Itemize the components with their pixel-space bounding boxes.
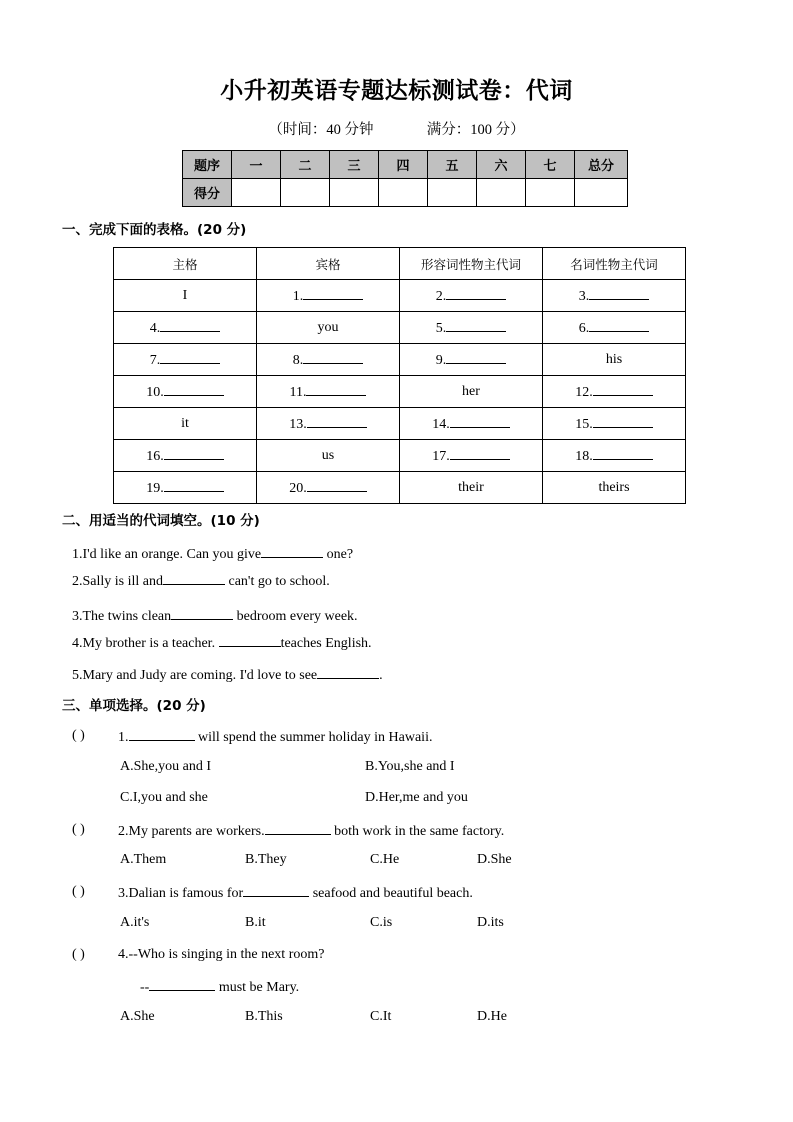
question-text: 1.I'd like an orange. Can you give — [72, 547, 262, 562]
score-summary-table — [182, 150, 628, 207]
answer-blank[interactable] — [265, 822, 331, 835]
score-cell-total[interactable] — [575, 179, 628, 207]
answer-blank[interactable] — [164, 479, 224, 492]
mc-option[interactable]: A.She,you and I — [120, 759, 211, 774]
pronoun-blank-cell[interactable] — [400, 440, 543, 472]
blank-number: 14. — [432, 416, 450, 432]
answer-blank[interactable] — [171, 607, 233, 620]
pronoun-table-header-3: 名词性物主代词 — [543, 248, 686, 280]
blank-number: 1. — [292, 288, 304, 304]
mc-option[interactable]: C.It — [370, 1009, 392, 1024]
score-table-col-2: 三 — [330, 151, 379, 179]
answer-blank[interactable] — [446, 287, 506, 300]
answer-blank[interactable] — [307, 415, 367, 428]
blank-number: 18. — [575, 448, 593, 464]
exam-time: （时间：40 分钟 — [268, 122, 374, 138]
mc-option[interactable]: D.its — [477, 915, 504, 930]
score-table-col-6: 七 — [526, 151, 575, 179]
score-table-col-1: 二 — [281, 151, 330, 179]
answer-parenthesis[interactable]: ( ) — [72, 822, 85, 837]
answer-parenthesis[interactable]: ( ) — [72, 884, 85, 899]
score-cell-5[interactable] — [477, 179, 526, 207]
table-row — [114, 344, 686, 376]
answer-blank[interactable] — [149, 978, 215, 991]
pronoun-value-cell: it — [114, 408, 257, 440]
score-table-col-5: 六 — [477, 151, 526, 179]
answer-blank[interactable] — [593, 415, 653, 428]
answer-blank[interactable] — [593, 447, 653, 460]
pronoun-table-body — [114, 280, 686, 504]
answer-blank[interactable] — [593, 383, 653, 396]
answer-blank[interactable] — [306, 383, 366, 396]
answer-blank[interactable] — [261, 545, 323, 558]
answer-parenthesis[interactable]: ( ) — [72, 947, 85, 962]
question-text: 3.Dalian is famous for — [118, 886, 244, 901]
blank-number: 16. — [146, 448, 164, 464]
blank-number: 6. — [578, 320, 590, 336]
mc-option[interactable]: B.They — [245, 852, 287, 867]
pronoun-value-cell: us — [257, 440, 400, 472]
section-heading-3: 三、单项选择。(20 分) — [62, 698, 206, 714]
question-text-tail: bedroom every week. — [233, 609, 358, 624]
pronoun-table-header-row — [114, 248, 686, 280]
answer-blank[interactable] — [219, 634, 281, 647]
fill-blank-question — [72, 545, 353, 563]
fill-blank-question — [72, 634, 372, 652]
table-row — [114, 376, 686, 408]
blank-number: 19. — [146, 480, 164, 496]
question-text-tail: teaches English. — [280, 636, 372, 651]
pronoun-blank-cell[interactable] — [400, 280, 543, 312]
question-text: 1. — [118, 730, 129, 745]
question-text-tail: must be Mary. — [215, 980, 300, 995]
pronoun-value-cell: their — [400, 472, 543, 504]
score-table-col-total: 总分 — [575, 151, 628, 179]
answer-blank[interactable] — [164, 447, 224, 460]
blank-number: 5. — [435, 320, 447, 336]
question-text: -- — [140, 980, 150, 995]
answer-blank[interactable] — [446, 319, 506, 332]
pronoun-table-header-0: 主格 — [114, 248, 257, 280]
blank-number: 15. — [575, 416, 593, 432]
question-text-tail: both work in the same factory. — [330, 824, 505, 839]
mc-option[interactable]: A.it's — [120, 915, 150, 930]
question-text-tail: . — [379, 668, 383, 683]
exam-info — [0, 118, 793, 139]
mc-option[interactable]: B.it — [245, 915, 266, 930]
pronoun-blank-cell[interactable] — [400, 408, 543, 440]
pronoun-blank-cell[interactable] — [543, 312, 686, 344]
pronoun-blank-cell[interactable] — [257, 376, 400, 408]
answer-blank[interactable] — [164, 383, 224, 396]
answer-blank[interactable] — [446, 351, 506, 364]
section-heading-2: 二、用适当的代词填空。(10 分) — [62, 513, 260, 529]
mc-option[interactable]: A.She — [120, 1009, 155, 1024]
pronoun-value-cell: her — [400, 376, 543, 408]
question-text: 5.Mary and Judy are coming. I'd love to see — [72, 668, 318, 683]
blank-number: 2. — [435, 288, 447, 304]
score-table-row-label-0: 题序 — [183, 151, 232, 179]
score-table-col-4: 五 — [428, 151, 477, 179]
question-text: 3.The twins clean — [72, 609, 172, 624]
blank-number: 4. — [149, 320, 161, 336]
pronoun-blank-cell[interactable] — [257, 472, 400, 504]
pronoun-blank-cell[interactable] — [114, 344, 257, 376]
mc-option[interactable]: D.He — [477, 1009, 507, 1024]
fill-blank-question — [72, 572, 330, 590]
table-row — [114, 312, 686, 344]
pronoun-table-header-2: 形容词性物主代词 — [400, 248, 543, 280]
blank-number: 13. — [289, 416, 307, 432]
pronoun-table — [113, 247, 686, 504]
question-text-tail: one? — [323, 547, 354, 562]
mc-option[interactable]: A.Them — [120, 852, 167, 867]
pronoun-blank-cell[interactable] — [114, 472, 257, 504]
pronoun-blank-cell[interactable] — [543, 408, 686, 440]
blank-number: 17. — [432, 448, 450, 464]
exam-total-score: 满分：100 分） — [426, 122, 525, 138]
score-table-value-row — [183, 179, 628, 207]
blank-number: 9. — [435, 352, 447, 368]
pronoun-blank-cell[interactable] — [543, 280, 686, 312]
fill-blank-question — [72, 607, 358, 625]
question-text: 2.My parents are workers. — [118, 824, 265, 839]
question-text: 4.--Who is singing in the next room? — [118, 947, 325, 962]
table-row — [114, 472, 686, 504]
pronoun-blank-cell[interactable] — [257, 280, 400, 312]
blank-number: 20. — [289, 480, 307, 496]
mc-question-stem — [118, 947, 324, 963]
score-cell-0[interactable] — [232, 179, 281, 207]
pronoun-blank-cell[interactable] — [400, 312, 543, 344]
mc-option[interactable]: D.Her,me and you — [365, 790, 468, 805]
answer-blank[interactable] — [307, 479, 367, 492]
mc-question-stem-line2 — [140, 978, 299, 996]
pronoun-blank-cell[interactable] — [114, 312, 257, 344]
pronoun-value-cell: I — [114, 280, 257, 312]
score-cell-1[interactable] — [281, 179, 330, 207]
score-cell-4[interactable] — [428, 179, 477, 207]
answer-blank[interactable] — [589, 287, 649, 300]
blank-number: 11. — [289, 384, 307, 400]
blank-number: 12. — [575, 384, 593, 400]
answer-blank[interactable] — [303, 351, 363, 364]
score-cell-3[interactable] — [379, 179, 428, 207]
pronoun-value-cell: you — [257, 312, 400, 344]
pronoun-value-cell: theirs — [543, 472, 686, 504]
answer-blank[interactable] — [589, 319, 649, 332]
question-text-tail: can't go to school. — [225, 574, 330, 589]
score-table-col-0: 一 — [232, 151, 281, 179]
question-text-tail: will spend the summer holiday in Hawaii. — [194, 730, 433, 745]
fill-blank-question — [72, 666, 383, 684]
table-row — [114, 408, 686, 440]
mc-option[interactable]: B.This — [245, 1009, 283, 1024]
pronoun-blank-cell[interactable] — [257, 408, 400, 440]
answer-blank[interactable] — [129, 728, 195, 741]
pronoun-blank-cell[interactable] — [400, 344, 543, 376]
question-text: 4.My brother is a teacher. — [72, 636, 219, 651]
mc-option[interactable]: C.He — [370, 852, 400, 867]
score-table-header-row — [183, 151, 628, 179]
section-heading-1: 一、完成下面的表格。(20 分) — [62, 222, 247, 238]
pronoun-blank-cell[interactable] — [114, 376, 257, 408]
question-text-tail: seafood and beautiful beach. — [309, 886, 473, 901]
page-title: 小升初英语专题达标测试卷：代词 — [220, 78, 573, 104]
question-text: 2.Sally is ill and — [72, 574, 163, 589]
answer-blank[interactable] — [303, 287, 363, 300]
pronoun-table-header-1: 宾格 — [257, 248, 400, 280]
pronoun-blank-cell[interactable] — [257, 344, 400, 376]
answer-blank[interactable] — [160, 319, 220, 332]
mc-option[interactable]: C.is — [370, 915, 393, 930]
mc-question-stem — [118, 822, 504, 840]
answer-blank[interactable] — [163, 572, 225, 585]
blank-number: 7. — [149, 352, 161, 368]
answer-blank[interactable] — [243, 884, 309, 897]
mc-question-stem — [118, 728, 432, 746]
score-table-col-3: 四 — [379, 151, 428, 179]
blank-number: 10. — [146, 384, 164, 400]
answer-blank[interactable] — [450, 447, 510, 460]
answer-blank[interactable] — [160, 351, 220, 364]
mc-option[interactable]: C.I,you and she — [120, 790, 208, 805]
answer-blank[interactable] — [450, 415, 510, 428]
mc-option[interactable]: B.You,she and I — [365, 759, 455, 774]
pronoun-blank-cell[interactable] — [543, 440, 686, 472]
score-cell-6[interactable] — [526, 179, 575, 207]
pronoun-blank-cell[interactable] — [543, 376, 686, 408]
blank-number: 3. — [578, 288, 590, 304]
score-cell-2[interactable] — [330, 179, 379, 207]
pronoun-blank-cell[interactable] — [114, 440, 257, 472]
blank-number: 8. — [292, 352, 304, 368]
table-row — [114, 280, 686, 312]
table-row — [114, 440, 686, 472]
answer-parenthesis[interactable]: ( ) — [72, 728, 85, 743]
pronoun-value-cell: his — [543, 344, 686, 376]
mc-question-stem — [118, 884, 473, 902]
score-table-row-label-1: 得分 — [183, 179, 232, 207]
mc-option[interactable]: D.She — [477, 852, 512, 867]
answer-blank[interactable] — [317, 666, 379, 679]
